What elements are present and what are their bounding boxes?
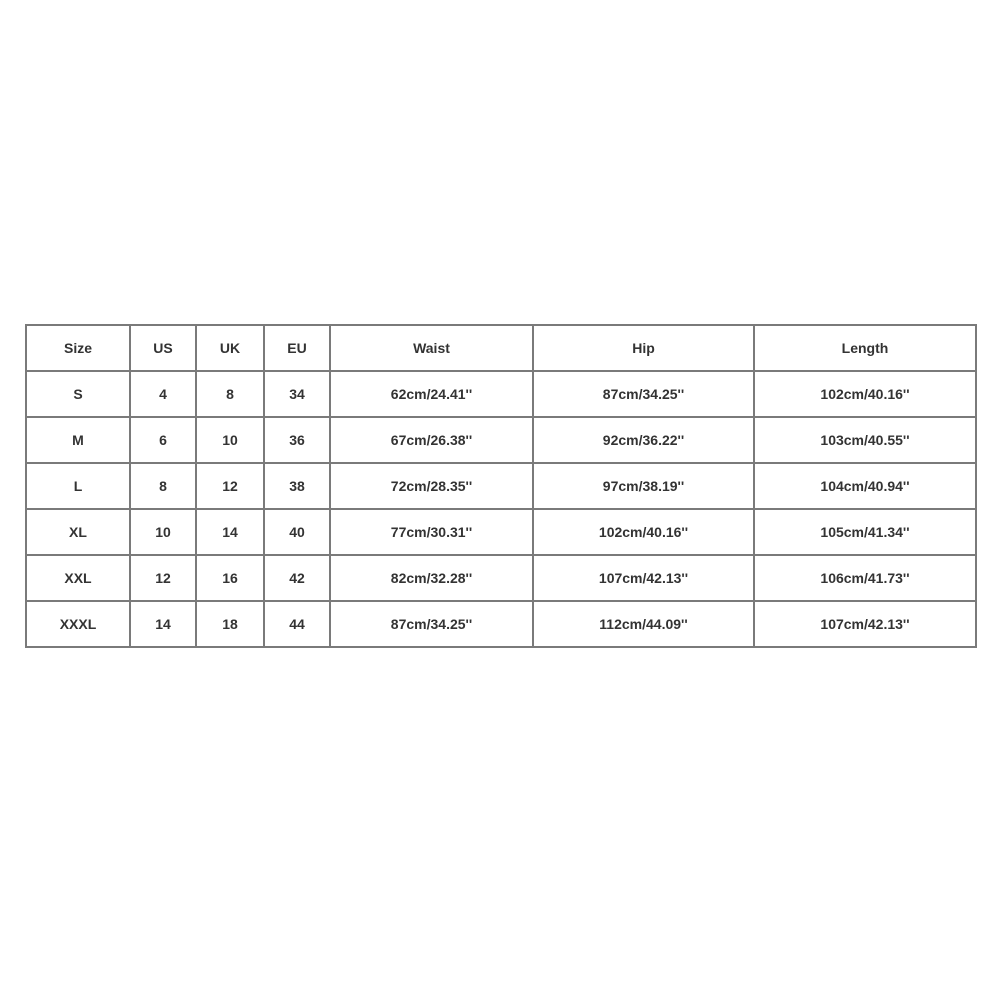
cell-length: 103cm/40.55'' — [754, 417, 976, 463]
cell-us: 4 — [130, 371, 196, 417]
cell-us: 14 — [130, 601, 196, 647]
cell-us: 12 — [130, 555, 196, 601]
table-row — [26, 417, 976, 463]
cell-eu: 34 — [264, 371, 330, 417]
cell-waist: 62cm/24.41'' — [330, 371, 533, 417]
table-header-row — [26, 325, 976, 371]
header-eu: EU — [264, 325, 330, 371]
cell-hip: 102cm/40.16'' — [533, 509, 754, 555]
cell-size: XL — [26, 509, 130, 555]
cell-size: XXXL — [26, 601, 130, 647]
cell-length: 107cm/42.13'' — [754, 601, 976, 647]
cell-size: L — [26, 463, 130, 509]
header-size: Size — [26, 325, 130, 371]
header-hip: Hip — [533, 325, 754, 371]
cell-size: M — [26, 417, 130, 463]
cell-waist: 72cm/28.35'' — [330, 463, 533, 509]
table-row — [26, 371, 976, 417]
cell-eu: 38 — [264, 463, 330, 509]
header-us: US — [130, 325, 196, 371]
cell-uk: 16 — [196, 555, 264, 601]
size-chart-table — [25, 324, 977, 648]
header-length: Length — [754, 325, 976, 371]
cell-length: 105cm/41.34'' — [754, 509, 976, 555]
cell-waist: 87cm/34.25'' — [330, 601, 533, 647]
cell-uk: 18 — [196, 601, 264, 647]
table-row — [26, 555, 976, 601]
header-waist: Waist — [330, 325, 533, 371]
cell-eu: 36 — [264, 417, 330, 463]
cell-us: 6 — [130, 417, 196, 463]
cell-waist: 67cm/26.38'' — [330, 417, 533, 463]
table-row — [26, 463, 976, 509]
cell-size: XXL — [26, 555, 130, 601]
cell-us: 10 — [130, 509, 196, 555]
cell-hip: 87cm/34.25'' — [533, 371, 754, 417]
cell-hip: 97cm/38.19'' — [533, 463, 754, 509]
cell-length: 102cm/40.16'' — [754, 371, 976, 417]
cell-waist: 77cm/30.31'' — [330, 509, 533, 555]
cell-length: 104cm/40.94'' — [754, 463, 976, 509]
cell-uk: 12 — [196, 463, 264, 509]
cell-hip: 112cm/44.09'' — [533, 601, 754, 647]
cell-hip: 92cm/36.22'' — [533, 417, 754, 463]
cell-uk: 14 — [196, 509, 264, 555]
table-row — [26, 509, 976, 555]
cell-waist: 82cm/32.28'' — [330, 555, 533, 601]
cell-us: 8 — [130, 463, 196, 509]
cell-uk: 8 — [196, 371, 264, 417]
cell-length: 106cm/41.73'' — [754, 555, 976, 601]
cell-hip: 107cm/42.13'' — [533, 555, 754, 601]
cell-size: S — [26, 371, 130, 417]
cell-eu: 40 — [264, 509, 330, 555]
cell-eu: 44 — [264, 601, 330, 647]
table-row — [26, 601, 976, 647]
cell-uk: 10 — [196, 417, 264, 463]
header-uk: UK — [196, 325, 264, 371]
cell-eu: 42 — [264, 555, 330, 601]
